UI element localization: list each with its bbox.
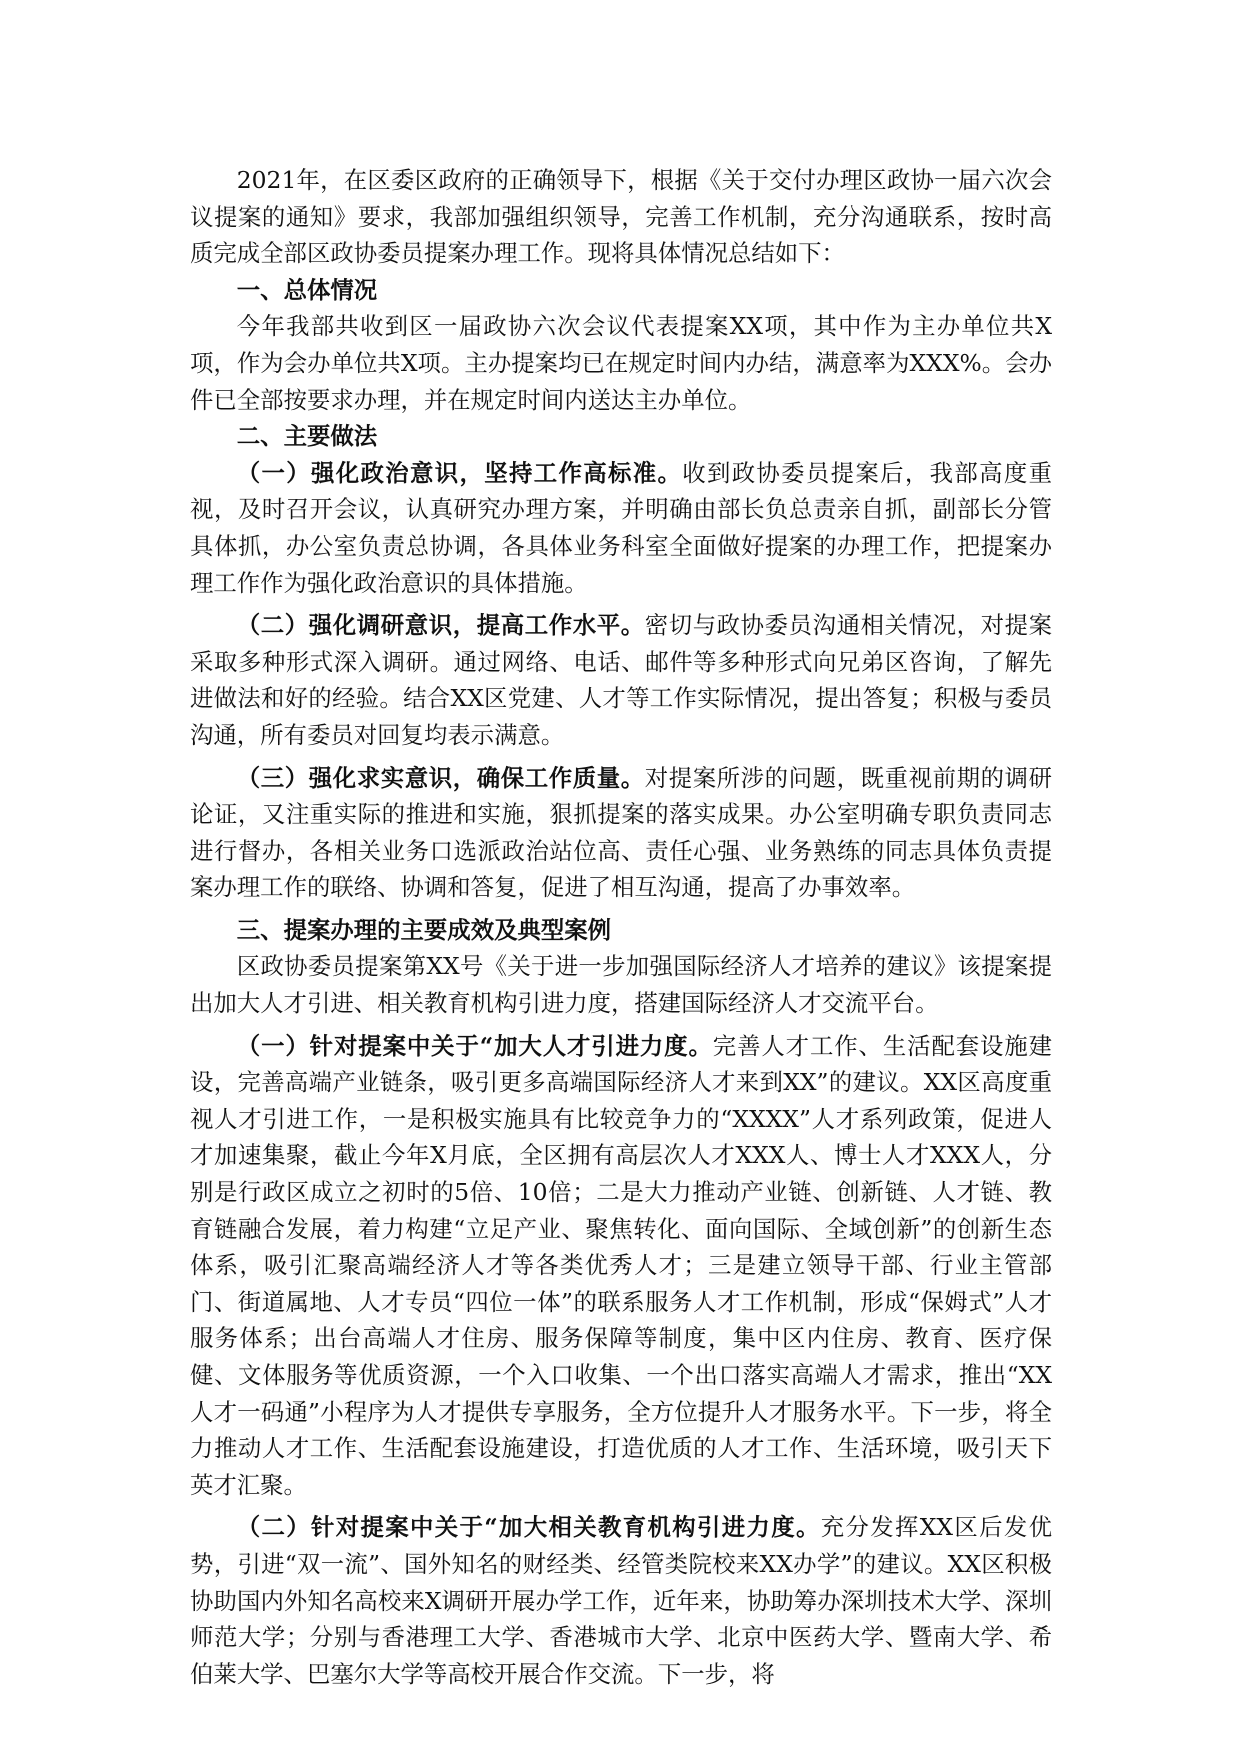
- results-subtitle-1: （一）针对提案中关于“加大人才引进力度。: [236, 1031, 713, 1060]
- results-paragraph-1: [190, 1028, 1052, 1504]
- results-body-1: 完善人才工作、生活配套设施建设，完善高端产业链条，吸引更多高端国际经济人才来到XX”的建议。XX区高度重视人才引进工作，一是积极实施具有比较竞争力的“XXXX”人才系列政策，促进人才加速集聚，截止今年X月底，全区拥有高层次人才XXX人、博士人才XXX人，分别是行政区成立之初时的5倍、10倍；二是大力推动产业链、创新链、人才链、教育链融合发展，着力构建“立足产业、聚焦转化、面向国际、全域创新”的创新生态体系，吸引汇聚高端经济人才等各类优秀人才；三是建立领导干部、行业主管部门、街道属地、人才专员“四位一体”的联系服务人才工作机制，形成“保姆式”人才服务体系；出台高端人才住房、服务保障等制度，集中区内住房、教育、医疗保健、文体服务等优质资源，一个入口收集、一个出口落实高端人才需求，推出“XX人才一码通”小程序为人才提供专享服务，全方位提升人才服务水平。下一步，将全力推动人才工作、生活配套设施建设，打造优质的人才工作、生活环境，吸引天下英才汇聚。: [190, 1031, 1053, 1499]
- methods-paragraph-1: [190, 455, 1052, 601]
- overview-paragraph: 今年我部共收到区一届政协六次会议代表提案XX项，其中作为主办单位共X项，作为会办单位共X项。主办提案均已在规定时间内办结，满意率为XXX%。会办件已全部按要求办理，并在规定时间内送达主办单位。: [190, 312, 1052, 414]
- methods-body-2: 密切与政协委员沟通相关情况，对提案采取多种形式深入调研。通过网络、电话、邮件等多种形式向兄弟区咨询，了解先进做法和好的经验。结合XX区党建、人才等工作实际情况，提出答复；积极与委员沟通，所有委员对回复均表示满意。: [190, 611, 1053, 749]
- results-intro-paragraph: 区政协委员提案第XX号《关于进一步加强国际经济人才培养的建议》该提案提出加大人才引进、相关教育机构引进力度，搭建国际经济人才交流平台。: [190, 952, 1052, 1018]
- methods-body-3: 对提案所涉的问题，既重视前期的调研论证，又注重实际的推进和实施，狠抓提案的落实成果。办公室明确专职负责同志进行督办，各相关业务口选派政治站位高、责任心强、业务熟练的同志具体负责提案办理工作的联络、协调和答复，促进了相互沟通，提高了办事效率。: [190, 763, 1053, 902]
- section-heading-overview: 一、总体情况: [236, 275, 378, 304]
- results-paragraph-2: [190, 1509, 1052, 1692]
- methods-subtitle-1: （一）强化政治意识，坚持工作高标准。: [236, 458, 683, 487]
- intro-paragraph: 2021年，在区委区政府的正确领导下，根据《关于交付办理区政协一届六次会议提案的通知》要求，我部加强组织领导，完善工作机制，充分沟通联系，按时高质完成全部区政协委员提案办理工作。现将具体情况总结如下：: [190, 166, 1052, 268]
- results-body-2: 充分发挥XX区后发优势，引进“双一流”、国外知名的财经类、经管类院校来XX办学”的建议。XX区积极协助国内外知名高校来X调研开展办学工作，近年来，协助筹办深圳技术大学、深圳师范大学；分别与香港理工大学、香港城市大学、北京中医药大学、暨南大学、希伯莱大学、巴塞尔大学等高校开展合作交流。下一步，将: [190, 1513, 1052, 1688]
- methods-body-1: 收到政协委员提案后，我部高度重视，及时召开会议，认真研究办理方案，并明确由部长负总责亲自抓，副部长分管具体抓，办公室负责总协调，各具体业务科室全面做好提案的办理工作，把提案办理工作作为强化政治意识的具体措施。: [190, 458, 1053, 597]
- section-heading-results: 三、提案办理的主要成效及典型案例: [236, 915, 612, 944]
- document-page: [190, 162, 1052, 1692]
- results-subtitle-2: （二）针对提案中关于“加大相关教育机构引进力度。: [236, 1513, 821, 1542]
- methods-paragraph-3: [190, 760, 1052, 906]
- section-heading-methods: 二、主要做法: [236, 422, 378, 451]
- methods-subtitle-2: （二）强化调研意识，提高工作水平。: [236, 611, 645, 640]
- methods-paragraph-2: [190, 607, 1052, 753]
- methods-subtitle-3: （三）强化求实意识，确保工作质量。: [236, 763, 645, 792]
